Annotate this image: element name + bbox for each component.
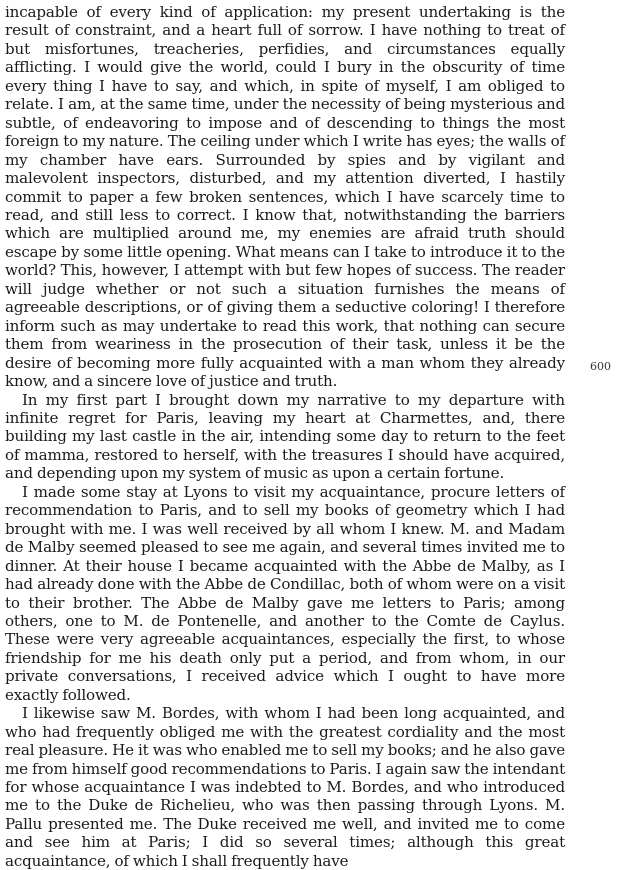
paragraph-lyons: I made some stay at Lyons to visit my acquaintance, procure letters of recommendation to Paris, and to sell my books of geometry which I had brought with me. I was well received by all whom I knew. M. and Madam de Malby seemed pleased to see me again, and several times invited me to dinner. At their house I became acquainted with the Abbe de Malby, as I had already done with the Abbe de Condillac, both of whom were on a visit to their brother. The Abbe de Malby gave me letters to Paris; among others, one to M. de Pontenelle, and another to the Comte de Caylus. These were very agreeable acquaintances, especially the first, to whose friendship for me his death only put a period, and from whom, in our private conversations, I received advice which I ought to have more exactly followed. bbox=[5, 482, 565, 704]
paragraph-bordes: I likewise saw M. Bordes, with whom I had been long acquainted, and who had frequently obliged me with the greatest cordiality and the most real pleasure. He it was who enabled me to sell my books; and he also gave me from himself good recommendations to Paris. I again saw the intendant for whose acquaintance I was indebted to M. Bordes, and who introduced me to the Duke de Richelieu, who was then passing through Lyons. M. Pallu presented me. The Duke received me well, and invited me to come and see him at Paris; I did so several times; although this great acquaintance, of which I shall frequently have bbox=[5, 704, 565, 870]
page-body bbox=[5, 3, 565, 870]
page-number: 600 bbox=[590, 360, 611, 373]
paragraph-continuation: incapable of every kind of application: my present undertaking is the result of constraint, and a heart full of sorrow. I have nothing to treat of but misfortunes, treacheries, perfidies, and circumstances equally afflicting. I would give the world, could I bury in the obscurity of time every thing I have to say, and which, in spite of myself, I am obliged to relate. I am, at the same time, under the necessity of being mysterious and subtle, of endeavoring to impose and of descending to things the most foreign to my nature. The ceiling under which I write has eyes; the walls of my chamber have ears. Surrounded by spies and by vigilant and malevolent inspectors, disturbed, and my attention diverted, I hastily commit to paper a few broken sentences, which I have scarcely time to read, and still less to correct. I know that, notwithstanding the barriers which are multiplied around me, my enemies are afraid truth should escape by some little opening. What means can I take to introduce it to the world? This, however, I attempt with but few hopes of success. The reader will judge whether or not such a situation furnishes the means of agreeable descriptions, or of giving them a seductive coloring! I therefore inform such as may undertake to read this work, that nothing can secure them from weariness in the prosecution of their task, unless it be the desire of becoming more fully acquainted with a man whom they already know, and a sincere love of justice and truth. bbox=[5, 3, 565, 391]
paragraph-departure: In my first part I brought down my narrative to my departure with infinite regret for Paris, leaving my heart at Charmettes, and, there building my last castle in the air, intending some day to return to the feet of mamma, restored to herself, with the treasures I should have acquired, and depending upon my system of music as upon a certain fortune. bbox=[5, 390, 565, 483]
